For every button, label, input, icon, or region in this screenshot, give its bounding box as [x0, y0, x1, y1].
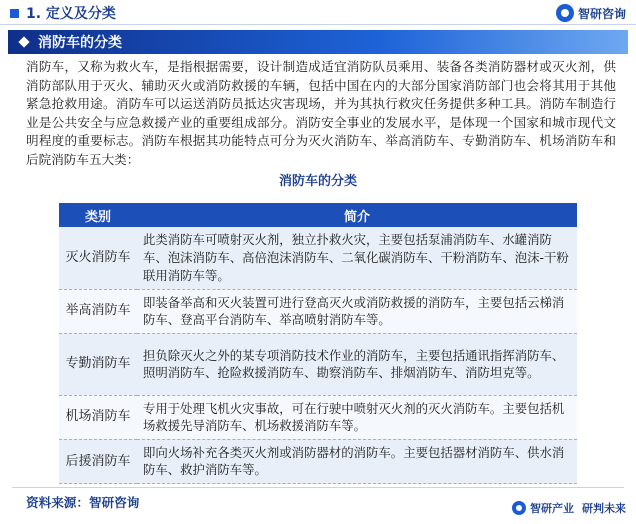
row-category: 灭火消防车 — [59, 227, 137, 289]
table-row — [59, 289, 577, 333]
section-marker-icon — [10, 9, 19, 18]
row-category: 举高消防车 — [59, 289, 137, 333]
footer-brand-1: 智研产业 — [530, 502, 574, 515]
section-band — [8, 30, 628, 54]
band-title: 消防车的分类 — [38, 35, 122, 51]
row-description: 专用于处理飞机火灾事故，可在行驶中喷射灭火剂的灭火消防车。主要包括机场救援先导消防车、机场救援消防车等。 — [137, 395, 577, 439]
header-description: 简介 — [137, 203, 577, 227]
brand-logo-icon — [556, 4, 574, 22]
brand — [556, 4, 626, 22]
intro-paragraph: 消防车，又称为救火车，是指根据需要，设计制造成适宜消防队员乘用、装备各类消防器材或灭火剂，供消防部队用于灭火、辅助灭火或消防救援的车辆，包括中国在内的大部分国家消防部门也会将其用于其他紧急抢救用途。消防车可以运送消防员抵达灾害现场，并为其执行救灾任务提供多种工具。消防车制造行业是公共安全与应急救援产业的重要组成部分。消防安全事业的发展水平，是体现一个国家和城市现代文明程度的重要标志。消防车根据其功能特点可分为灭火消防车、举高消防车、专勤消防车、机场消防车和后院消防车五大类： — [26, 59, 616, 167]
classification-table — [59, 203, 577, 484]
row-description: 此类消防车可喷射灭火剂，独立扑救火灾，主要包括泵浦消防车、水罐消防车、泡沫消防车、高倍泡沫消防车、二氧化碳消防车、干粉消防车、泡沫-干粉联用消防车等。 — [137, 227, 577, 289]
header-category: 类别 — [59, 203, 137, 227]
table-row — [59, 227, 577, 289]
footer-logo-icon — [512, 501, 526, 515]
table-row — [59, 439, 577, 483]
source-note: 资料来源：智研咨询 — [26, 495, 140, 510]
section-title: 1. 定义及分类 — [26, 6, 116, 22]
row-category: 专勤消防车 — [59, 333, 137, 395]
brand-name: 智研咨询 — [577, 6, 626, 21]
row-category: 机场消防车 — [59, 395, 137, 439]
table-row — [59, 333, 577, 395]
divider — [0, 24, 636, 25]
table-title: 消防车的分类 — [278, 174, 357, 189]
top-bar — [0, 0, 636, 26]
footer-divider — [12, 487, 624, 488]
row-description: 担负除灭火之外的某专项消防技术作业的消防车，主要包括通讯指挥消防车、照明消防车、抢险救援消防车、勘察消防车、排烟消防车、消防坦克等。 — [137, 333, 577, 395]
table-header-row — [59, 203, 577, 227]
row-description: 即向火场补充各类灭火剂或消防器材的消防车。主要包括器材消防车、供水消防车、救护消防车等。 — [137, 439, 577, 483]
row-category: 后援消防车 — [59, 439, 137, 483]
diamond-icon — [18, 36, 29, 47]
footer-brand-2: 研判未来 — [582, 502, 626, 515]
table-row — [59, 395, 577, 439]
footer-brand — [512, 500, 626, 516]
row-description: 即装备举高和灭火装置可进行登高灭火或消防救援的消防车，主要包括云梯消防车、登高平台消防车、举高喷射消防车等。 — [137, 289, 577, 333]
